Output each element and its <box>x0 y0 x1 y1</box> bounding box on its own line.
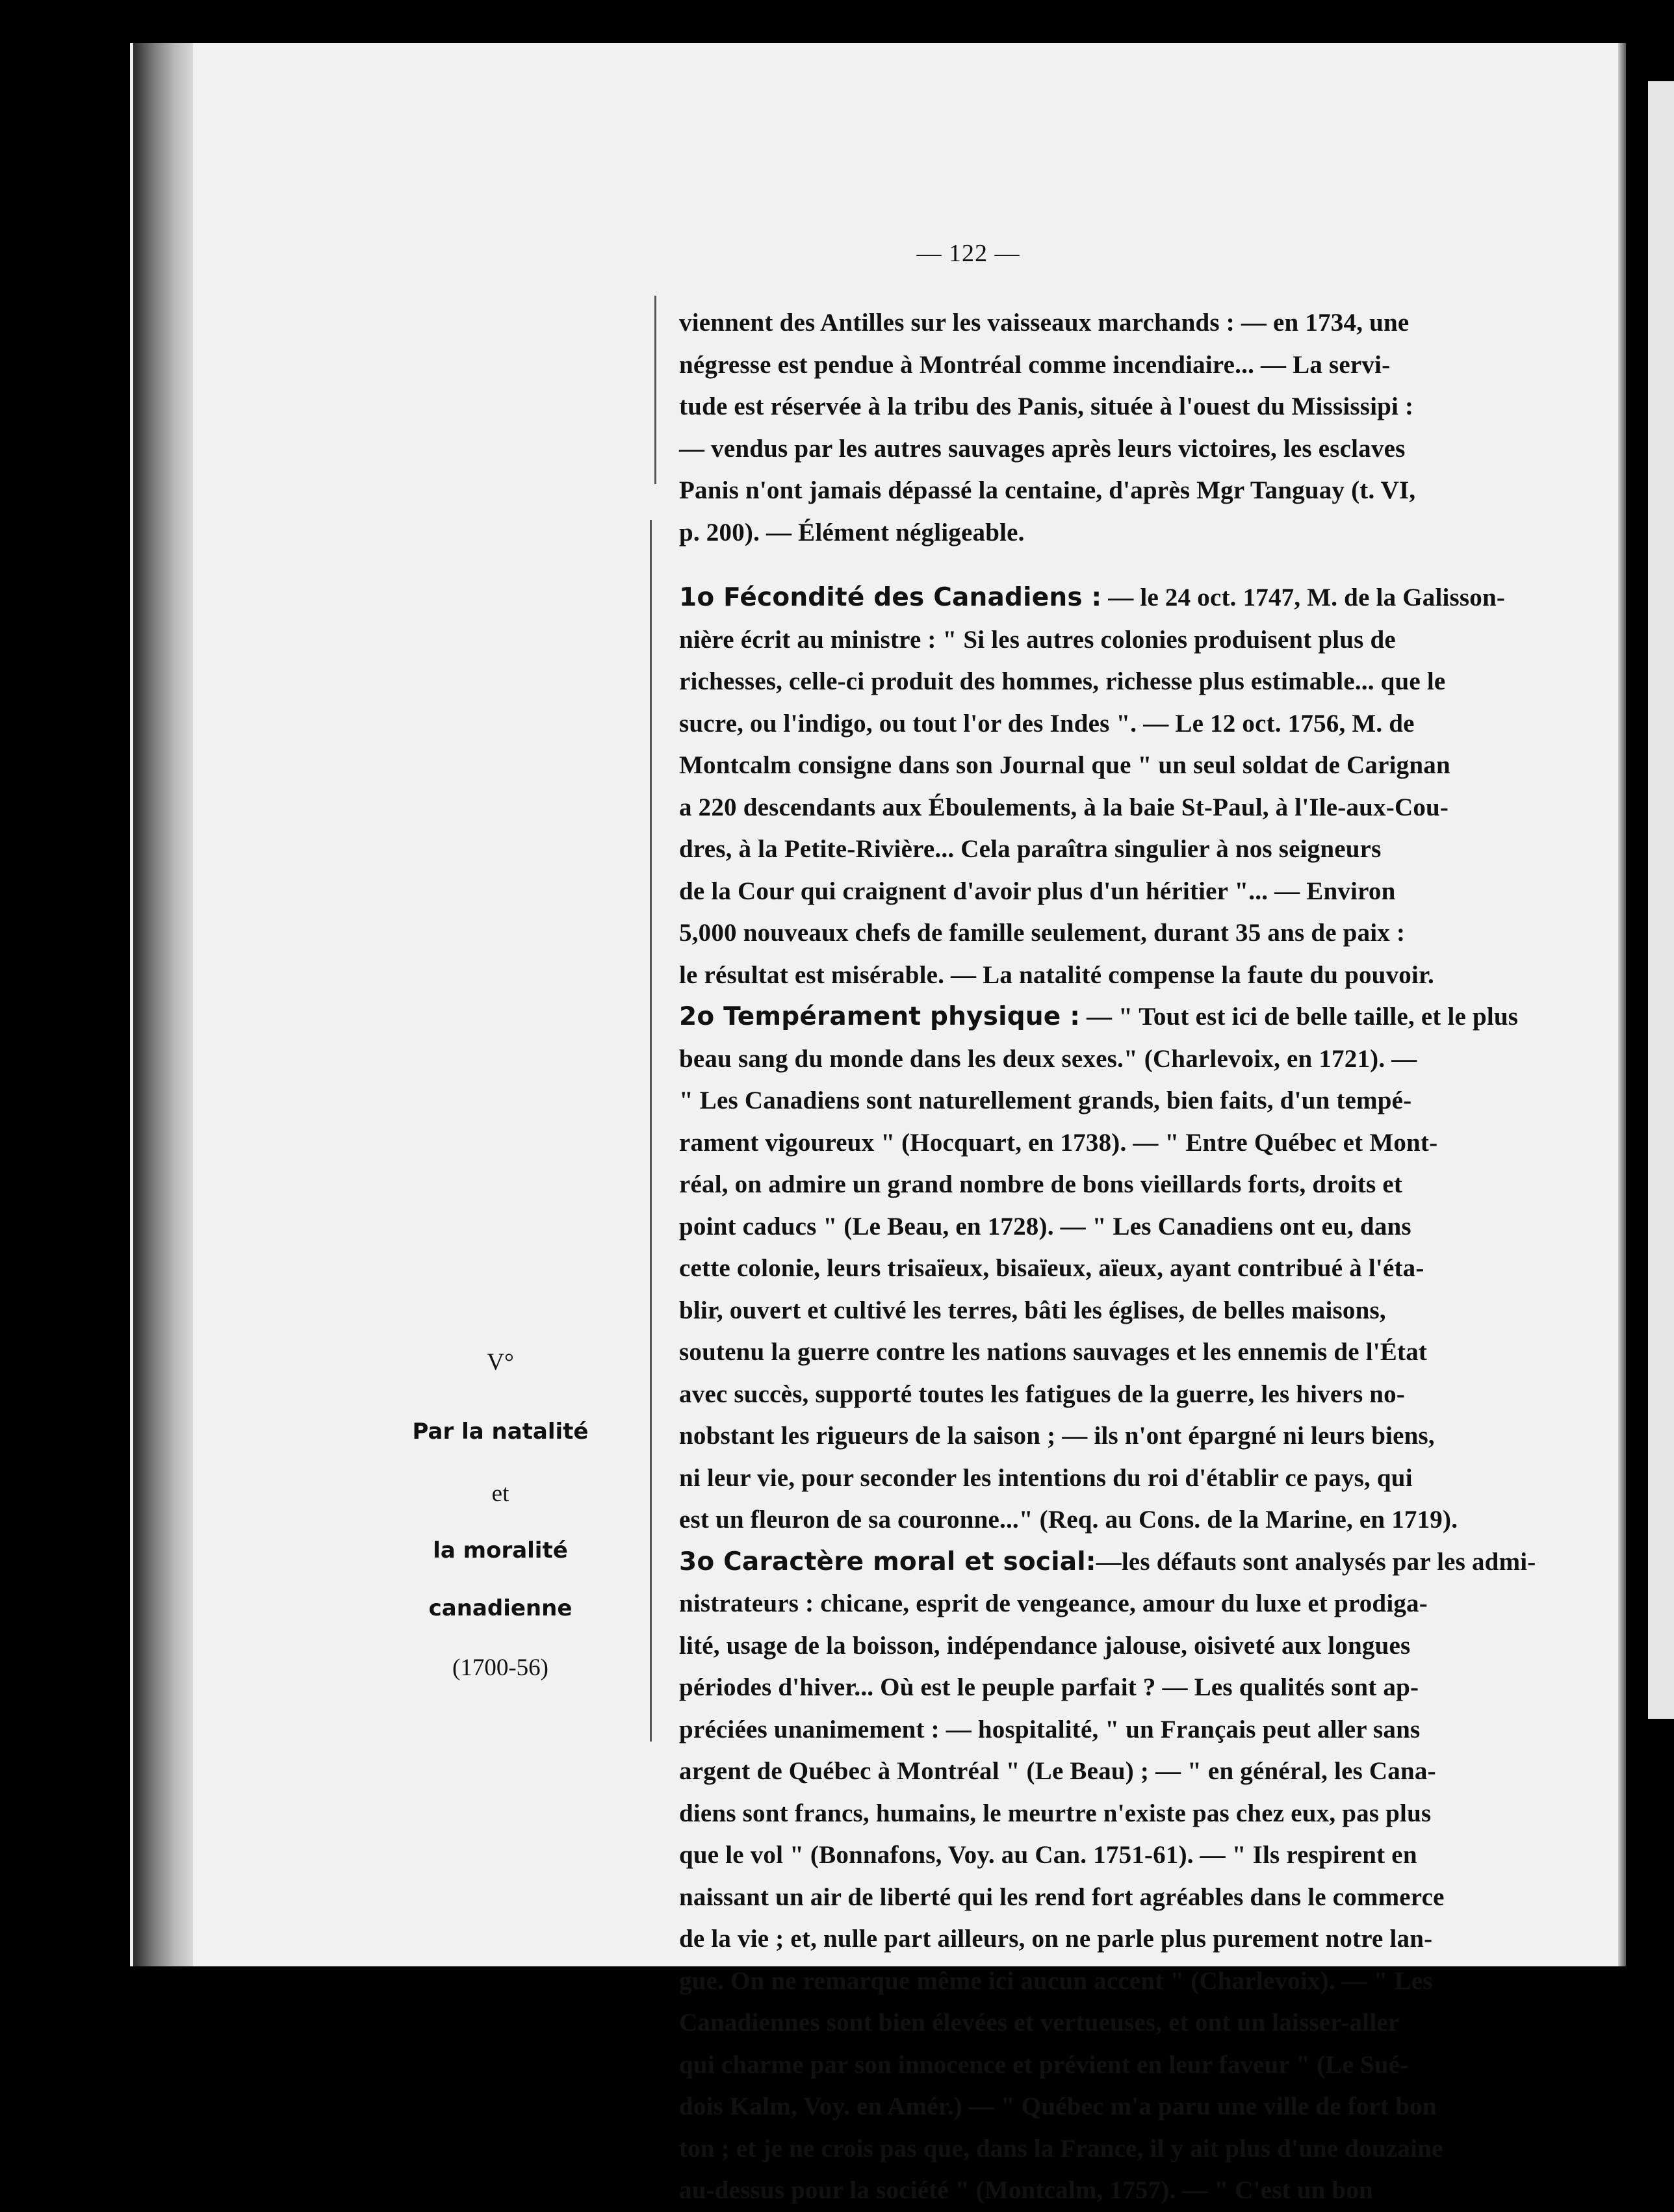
text-line: tude est réservée à la tribu des Panis, située à l'ouest du Mississipi : <box>679 392 1414 420</box>
page-binding-edge <box>133 43 193 1966</box>
section-3-first-line: 3o Caractère moral et social:—les défauts sont analysés par les admi- <box>679 1547 1536 1576</box>
section-3-heading: 3o Caractère moral et social: <box>679 1547 1096 1576</box>
text-line: viennent des Antilles sur les vaisseaux marchands : — en 1734, une <box>679 309 1410 337</box>
text-line: de la vie ; et, nulle part ailleurs, on ne parle plus purement notre lan- <box>679 1925 1433 1953</box>
text-line: au-dessus pour la société " (Montcalm, 1757). — " C'est un bon <box>679 2176 1373 2204</box>
margin-rule-main <box>650 520 652 1742</box>
page-right-edge <box>1618 43 1626 1966</box>
text-line: nière écrit au ministre : " Si les autres colonies produisent plus de <box>679 625 1396 654</box>
text-line: — vendus par les autres sauvages après leurs victoires, les esclaves <box>679 434 1406 463</box>
text-line: point caducs " (Le Beau, en 1728). — " Les Canadiens ont eu, dans <box>679 1212 1411 1241</box>
text-line: nobstant les rigueurs de la saison ; — ils n'ont épargné ni leurs biens, <box>679 1422 1435 1450</box>
text-line: blir, ouvert et cultivé les terres, bâti les églises, de belles maisons, <box>679 1296 1386 1324</box>
margin-rule-top <box>654 296 656 484</box>
text-line: lité, usage de la boisson, indépendance jalouse, oisiveté aux longues <box>679 1631 1411 1660</box>
page-number: — 122 — <box>916 240 1020 267</box>
text-line: p. 200). — Élément négligeable. <box>679 518 1025 547</box>
text-line: avec succès, supporté toutes les fatigues de la guerre, les hivers no- <box>679 1380 1406 1408</box>
text-line: 5,000 nouveaux chefs de famille seulement, durant 35 ans de paix : <box>679 919 1406 947</box>
text-line: diens sont francs, humains, le meurtre n'existe pas chez eux, pas plus <box>679 1799 1432 1827</box>
section-1-first-line: 1o Fécondité des Canadiens : — le 24 oct. 1747, M. de la Galisson- <box>679 583 1506 612</box>
text-line: périodes d'hiver... Où est le peuple parfait ? — Les qualités sont ap- <box>679 1673 1419 1701</box>
body-text <box>679 302 1536 2212</box>
adjacent-page-edge <box>1648 81 1674 1719</box>
text-line: beau sang du monde dans les deux sexes." (Charlevoix, en 1721). — <box>679 1044 1417 1073</box>
text-line: ni leur vie, pour seconder les intentions du roi d'établir ce pays, qui <box>679 1463 1413 1492</box>
text-line: Canadiennes sont bien élevées et vertueuses, et ont un laisser-aller <box>679 2009 1400 2037</box>
text-line: gue. On ne remarque même ici aucun accent " (Charlevoix). — " Les <box>679 1966 1433 1995</box>
margin-note-line: canadienne <box>428 1595 573 1621</box>
section-1-heading: 1o Fécondité des Canadiens : <box>679 583 1102 612</box>
text-line: richesses, celle-ci produit des hommes, richesse plus estimable... que le <box>679 667 1446 695</box>
margin-note-dates: (1700-56) <box>452 1654 548 1681</box>
margin-note-line: et <box>491 1480 509 1507</box>
margin-note-line: Par la natalité <box>412 1419 589 1445</box>
text-line: argent de Québec à Montréal " (Le Beau) ; — " en général, les Cana- <box>679 1757 1436 1785</box>
section-2-first-line: 2o Tempérament physique : — " Tout est ici de belle taille, et le plus <box>679 1002 1519 1031</box>
text-line: cette colonie, leurs trisaïeux, bisaïeux, aïeux, ayant contribué à l'éta- <box>679 1254 1424 1282</box>
text-line: rament vigoureux " (Hocquart, en 1738). — " Entre Québec et Mont- <box>679 1128 1438 1157</box>
text-line: naissant un air de liberté qui les rend fort agréables dans le commerce <box>679 1883 1445 1911</box>
margin-note-numeral: V° <box>487 1349 514 1376</box>
text-line: qui charme par son innocence et prévient en leur faveur " (Le Sué- <box>679 2050 1409 2079</box>
text-line: Panis n'ont jamais dépassé la centaine, d'après Mgr Tanguay (t. VI, <box>679 476 1416 504</box>
section-2-heading: 2o Tempérament physique : <box>679 1002 1081 1031</box>
text-line: a 220 descendants aux Éboulements, à la baie St-Paul, à l'Ile-aux-Cou- <box>679 793 1449 821</box>
text-line: " Les Canadiens sont naturellement grands, bien faits, d'un tempé- <box>679 1087 1412 1114</box>
text-line: ton ; et je ne crois pas que, dans la France, il y ait plus d'une douzaine <box>679 2134 1443 2163</box>
text-line: est un fleuron de sa couronne..." (Req. au Cons. de la Marine, en 1719). <box>679 1506 1458 1534</box>
text-line: le résultat est misérable. — La natalité compense la faute du pouvoir. <box>679 960 1434 989</box>
text-line: négresse est pendue à Montréal comme incendiaire... — La servi- <box>679 350 1391 379</box>
margin-note-line: la moralité <box>433 1537 568 1563</box>
text-line: soutenu la guerre contre les nations sauvages et les ennemis de l'État <box>679 1338 1428 1366</box>
text-line: de la Cour qui craignent d'avoir plus d'un héritier "... — Environ <box>679 877 1396 905</box>
text-line: que le vol " (Bonnafons, Voy. au Can. 1751-61). — " Ils respirent en <box>679 1841 1417 1869</box>
text-line: dres, à la Petite-Rivière... Cela paraîtra singulier à nos seigneurs <box>679 835 1382 863</box>
text-line: sucre, ou l'indigo, ou tout l'or des Indes ". — Le 12 oct. 1756, M. de <box>679 709 1415 738</box>
text-line: préciées unanimement : — hospitalité, " un Français peut aller sans <box>679 1715 1421 1743</box>
text-line: réal, on admire un grand nombre de bons vieillards forts, droits et <box>679 1170 1403 1198</box>
text-line: dois Kalm, Voy. en Amér.) — " Québec m'a paru une ville de fort bon <box>679 2092 1437 2120</box>
text-line: nistrateurs : chicane, esprit de vengeance, amour du luxe et prodiga- <box>679 1589 1428 1617</box>
text-line: Montcalm consigne dans son Journal que " un seul soldat de Carignan <box>679 751 1450 779</box>
